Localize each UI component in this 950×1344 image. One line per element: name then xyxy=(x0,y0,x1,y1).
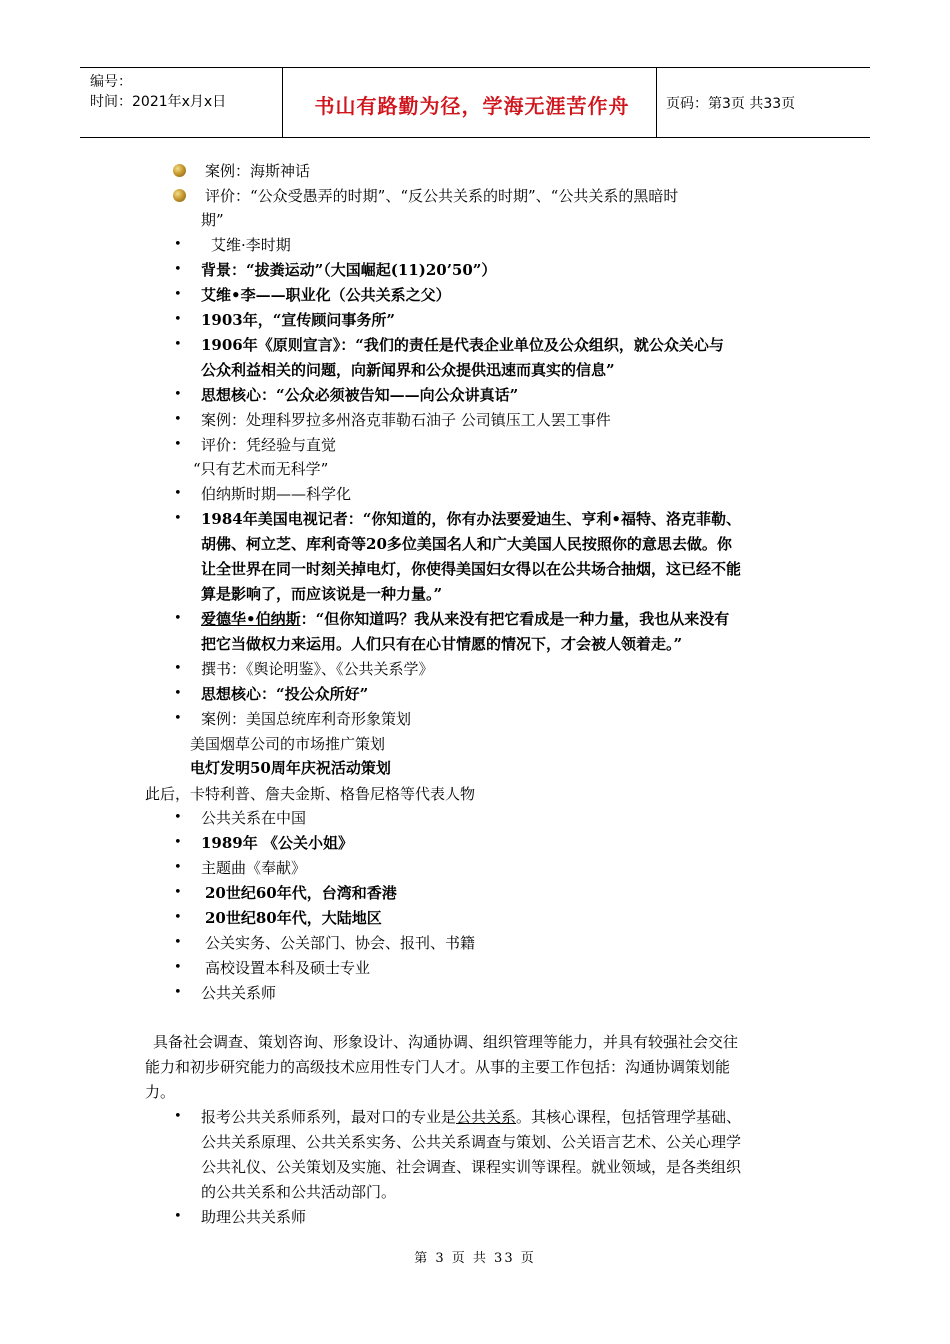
bullet-icon: • xyxy=(174,387,182,402)
text-line: 1906年《原则宣言》：“我们的责任是代表企业单位及公众组织，就公众关心与 xyxy=(201,336,724,354)
text-line: 20世纪60年代，台湾和香港 xyxy=(205,884,397,902)
document-number: 编号： xyxy=(90,74,132,90)
text-line: 案例：美国总统库利奇形象策划 xyxy=(201,710,412,728)
bullet-icon: • xyxy=(174,885,182,900)
text-line: 公关实务、公关部门、协会、报刊、书籍 xyxy=(205,934,476,952)
bullet-icon: • xyxy=(174,985,182,1000)
header-divider-right xyxy=(656,68,657,137)
bullet-icon: • xyxy=(174,287,182,302)
text-line: 伯纳斯时期——科学化 xyxy=(201,485,352,503)
bullet-icon: • xyxy=(174,686,182,701)
text-line: 公众利益相关的问题，向新闻界和公众提供迅速而真实的信息” xyxy=(201,361,615,379)
page-footer: 第 3 页 共 33 页 xyxy=(414,1251,536,1266)
text-line: 艾维•李——职业化（公共关系之父） xyxy=(201,286,451,304)
text-line: 1984年美国电视记者：“你知道的，你有办法要爱迪生、亨利•福特、洛克菲勒、 xyxy=(201,510,741,528)
text-line: 高校设置本科及硕士专业 xyxy=(205,959,371,977)
text-line: 撰书：《舆论明鉴》、《公共关系学》 xyxy=(201,660,434,678)
text-line: 期” xyxy=(201,211,224,229)
gold-bullet-icon xyxy=(173,189,186,202)
text-line: 评价：“公众受愚弄的时期”、“反公共关系的时期”、“公共关系的黑暗时 xyxy=(205,187,679,205)
bullet-icon: • xyxy=(174,835,182,850)
gold-bullet-icon xyxy=(173,164,186,177)
major-link[interactable]: 公共关系 xyxy=(456,1108,517,1126)
text-line: 胡佛、柯立芝、库利奇等20多位美国名人和广大美国人民按照你的意思去做。你 xyxy=(201,535,732,553)
text-line: 公共关系原理、公共关系实务、公共关系调查与策划、公关语言艺术、公关心理学 xyxy=(201,1133,742,1151)
bullet-icon: • xyxy=(174,935,182,950)
text-line: 算是影响了，而应该说是一种力量。” xyxy=(201,585,443,603)
text-line: 背景：“拔粪运动”（大国崛起(11)20’50”） xyxy=(201,261,497,279)
bullet-icon: • xyxy=(174,910,182,925)
text-line: 公共关系师 xyxy=(201,984,277,1002)
document-date: 时间：2021年x月x日 xyxy=(90,94,227,110)
text-line: 助理公共关系师 xyxy=(201,1208,307,1226)
bullet-icon: • xyxy=(174,237,182,252)
text-line: 艾维·李时期 xyxy=(211,236,291,254)
page-header xyxy=(80,67,870,138)
bullet-icon: • xyxy=(174,337,182,352)
bullet-icon: • xyxy=(174,810,182,825)
text-line: 主题曲《奉献》 xyxy=(201,859,307,877)
text-line: 1903年，“宣传顾问事务所” xyxy=(201,311,396,329)
text-line: 力。 xyxy=(145,1083,176,1101)
person-name: 爱德华•伯纳斯 xyxy=(201,610,301,628)
bullet-icon: • xyxy=(174,611,182,626)
text-segment: 报考公共关系师系列，最对口的专业是 xyxy=(201,1108,457,1126)
text-line: 思想核心：“公众必须被告知——向公众讲真话” xyxy=(201,386,519,404)
text-line: 能力和初步研究能力的高级技术应用性专门人才。从事的主要工作包括：沟通协调策划能 xyxy=(145,1058,731,1076)
header-page-info: 页码：第3页 共33页 xyxy=(666,96,796,112)
bullet-icon: • xyxy=(174,511,182,526)
text-line: 电灯发明50周年庆祝活动策划 xyxy=(190,759,391,777)
bullet-icon: • xyxy=(174,437,182,452)
text-line: 案例：处理科罗拉多州洛克菲勒石油子 公司镇压工人罢工事件 xyxy=(201,411,611,429)
text-line: 的公共关系和公共活动部门。 xyxy=(201,1183,397,1201)
bullet-icon: • xyxy=(174,312,182,327)
bullet-icon: • xyxy=(174,711,182,726)
text-line xyxy=(201,1108,741,1126)
text-line: 20世纪80年代，大陆地区 xyxy=(205,909,382,927)
text-line: 评价：凭经验与直觉 xyxy=(201,436,337,454)
bullet-icon: • xyxy=(174,412,182,427)
bullet-icon: • xyxy=(174,262,182,277)
bullet-icon: • xyxy=(174,486,182,501)
text-line: 公共关系在中国 xyxy=(201,809,307,827)
text-line: 此后，卡特利普、詹夫金斯、格鲁尼格等代表人物 xyxy=(145,785,476,803)
header-motto: 书山有路勤为径，学海无涯苦作舟 xyxy=(314,94,630,118)
text-line: 案例：海斯神话 xyxy=(205,162,311,180)
text-line xyxy=(201,610,729,628)
text-line: 1989年 《公关小姐》 xyxy=(201,834,353,852)
text-line: 把它当做权力来运用。人们只有在心甘情愿的情况下，才会被人领着走。” xyxy=(201,635,683,653)
text-line: 思想核心：“投公众所好” xyxy=(201,685,369,703)
text-line: 公共礼仪、公关策划及实施、社会调查、课程实训等课程。就业领域，是各类组织 xyxy=(201,1158,742,1176)
header-meta xyxy=(90,72,226,112)
bullet-icon: • xyxy=(174,860,182,875)
bullet-icon: • xyxy=(174,960,182,975)
header-divider-left xyxy=(282,68,283,137)
text-segment: 。其核心课程，包括管理学基础、 xyxy=(516,1108,742,1126)
text-line: “只有艺术而无科学” xyxy=(193,460,329,478)
quote-text: ：“但你知道吗？我从来没有把它看成是一种力量，我也从来没有 xyxy=(300,610,730,628)
bullet-icon: • xyxy=(174,661,182,676)
text-line: 美国烟草公司的市场推广策划 xyxy=(190,735,386,753)
text-line: 具备社会调查、策划咨询、形象设计、沟通协调、组织管理等能力，并具有较强社会交往 xyxy=(153,1033,739,1051)
bullet-icon: • xyxy=(174,1109,182,1124)
bullet-icon: • xyxy=(174,1209,182,1224)
text-line: 让全世界在同一时刻关掉电灯，你使得美国妇女得以在公共场合抽烟，这已经不能 xyxy=(201,560,742,578)
